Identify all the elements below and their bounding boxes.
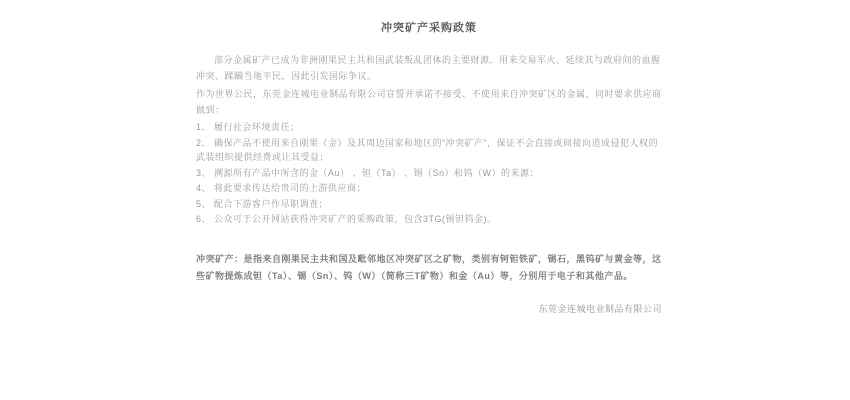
company-signature: 东莞金连城电业制品有限公司 — [538, 303, 662, 314]
pledge-paragraph: 作为世界公民，东莞金连城电业制品有限公司宣誓并承诺不接受、不使用来自冲突矿区的金属，同时要求供应商做到： — [196, 89, 662, 115]
document-title: 冲突矿产采购政策 — [381, 22, 477, 34]
conflict-minerals-definition-paragraph: 冲突矿产：是指来自刚果民主共和国及毗邻地区冲突矿区之矿物，类别有钶钽铁矿，锡石，黑钨矿与黄金等，这些矿物提炼成钽（Ta）、锡（Sn）、钨（W）（简称三T矿物）和金（Au）等，分别用于电子和其他产品。 — [196, 253, 662, 281]
intro-paragraph: 部分金属矿产已成为非洲刚果民主共和国武装叛乱团体的主要财源，用来交易军火、延续其与政府间的血腥冲突、蹂躏当地平民，因此引发国际争议。 — [196, 55, 661, 81]
requirement-item: 3、 溯源所有产品中所含的金（Au） 、钽（Ta） 、锡（Sn）和钨（W）的来源； — [196, 167, 540, 178]
requirement-item: 4、 将此要求传达给贵司的上游供应商； — [196, 183, 367, 193]
requirement-item: 6、 公众可于公开网站获得冲突矿产的采购政策，包含3TG(锡钽钨金)。 — [196, 214, 497, 224]
requirements-list — [196, 120, 662, 227]
requirement-item: 2、 确保产品不使用来自刚果（金）及其周边国家和地区的“冲突矿产”，保证不会直接或间接向造成侵犯人权的武装组织提供经费或让其受益； — [196, 137, 659, 162]
requirement-item: 5、 配合下游客户作尽职调查； — [196, 198, 329, 209]
conflict-minerals-policy-document — [196, 12, 662, 317]
requirement-item: 1、 履行社会环境责任； — [196, 122, 300, 132]
